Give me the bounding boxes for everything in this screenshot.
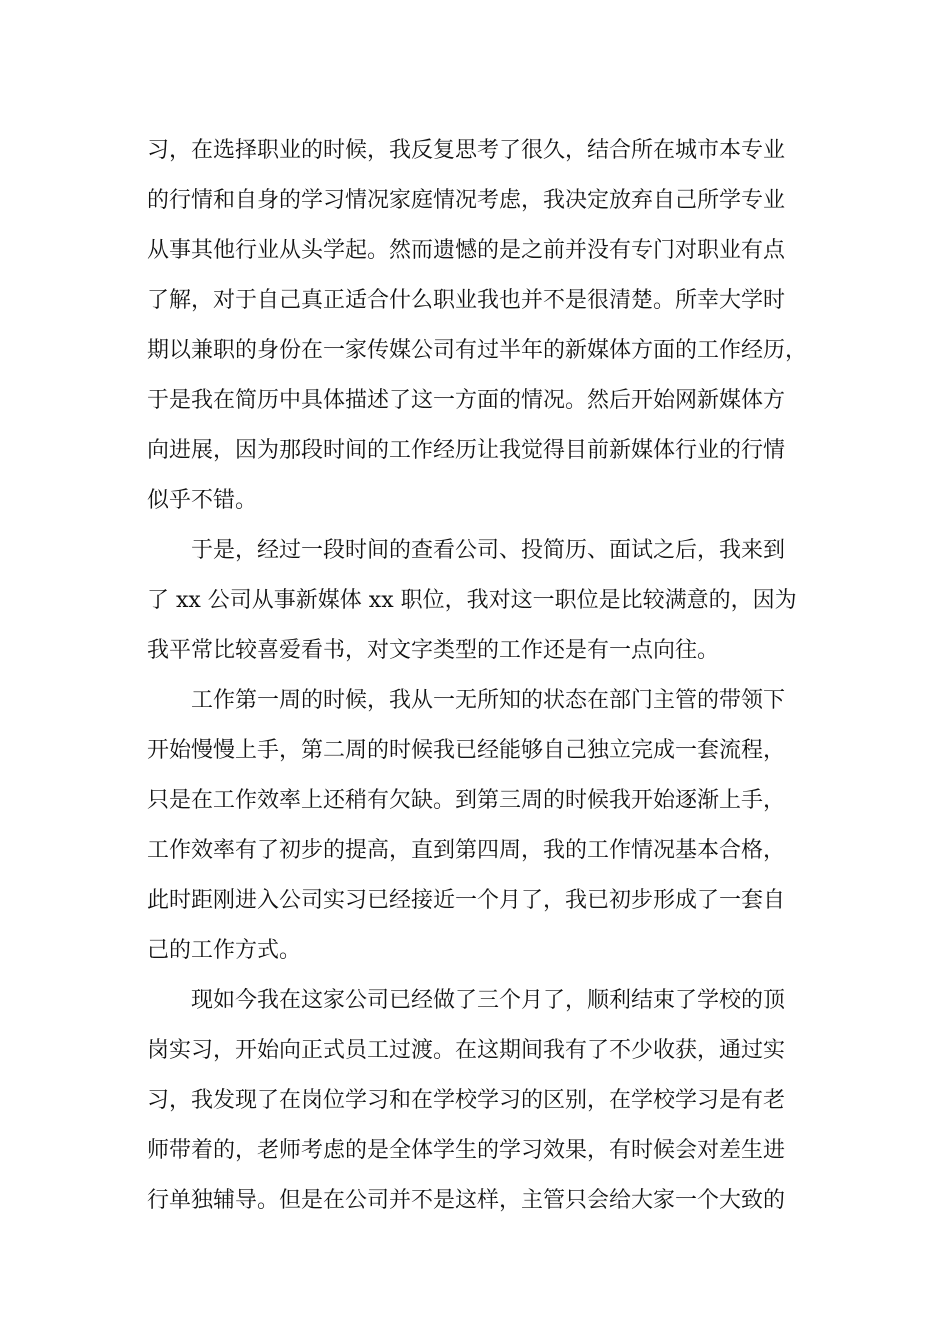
text-line: 开始慢慢上手，第二周的时候我已经能够自己独立完成一套流程， bbox=[147, 738, 786, 763]
text-line: 期以兼职的身份在一家传媒公司有过半年的新媒体方面的工作经历， bbox=[147, 338, 808, 363]
paragraph-first-line: 工作第一周的时候，我从一无所知的状态在部门主管的带领下 bbox=[191, 688, 786, 713]
paragraph-first-line: 现如今我在这家公司已经做了三个月了，顺利结束了学校的顶 bbox=[191, 988, 786, 1013]
text-line: 我平常比较喜爱看书，对文字类型的工作还是有一点向往。 bbox=[147, 638, 720, 663]
text-line: 工作效率有了初步的提高，直到第四周，我的工作情况基本合格， bbox=[147, 838, 786, 863]
text-line: 己的工作方式。 bbox=[147, 938, 302, 963]
text-line: 从事其他行业从头学起。然而遗憾的是之前并没有专门对职业有点 bbox=[147, 238, 786, 263]
text-line: 习，我发现了在岗位学习和在学校学习的区别，在学校学习是有老 bbox=[147, 1088, 786, 1113]
text-line: 的行情和自身的学习情况家庭情况考虑，我决定放弃自己所学专业 bbox=[147, 188, 786, 213]
text-line: 习，在选择职业的时候，我反复思考了很久，结合所在城市本专业 bbox=[147, 138, 786, 163]
text-line: 了解，对于自己真正适合什么职业我也并不是很清楚。所幸大学时 bbox=[147, 288, 786, 313]
text-line: 岗实习，开始向正式员工过渡。在这期间我有了不少收获，通过实 bbox=[147, 1038, 786, 1063]
paragraph-first-line: 于是，经过一段时间的查看公司、投简历、面试之后，我来到 bbox=[191, 538, 786, 563]
text-line: 了 xx 公司从事新媒体 xx 职位，我对这一职位是比较满意的，因为 bbox=[147, 588, 797, 613]
text-line: 只是在工作效率上还稍有欠缺。到第三周的时候我开始逐渐上手， bbox=[147, 788, 786, 813]
text-line: 师带着的，老师考虑的是全体学生的学习效果，有时候会对差生进 bbox=[147, 1138, 786, 1163]
text-line: 于是我在简历中具体描述了这一方面的情况。然后开始网新媒体方 bbox=[147, 388, 786, 413]
text-line: 此时距刚进入公司实习已经接近一个月了，我已初步形成了一套自 bbox=[147, 888, 786, 913]
text-line: 似乎不错。 bbox=[147, 488, 258, 513]
text-line: 行单独辅导。但是在公司并不是这样，主管只会给大家一个大致的 bbox=[147, 1188, 786, 1213]
text-line: 向进展，因为那段时间的工作经历让我觉得目前新媒体行业的行情 bbox=[147, 438, 786, 463]
